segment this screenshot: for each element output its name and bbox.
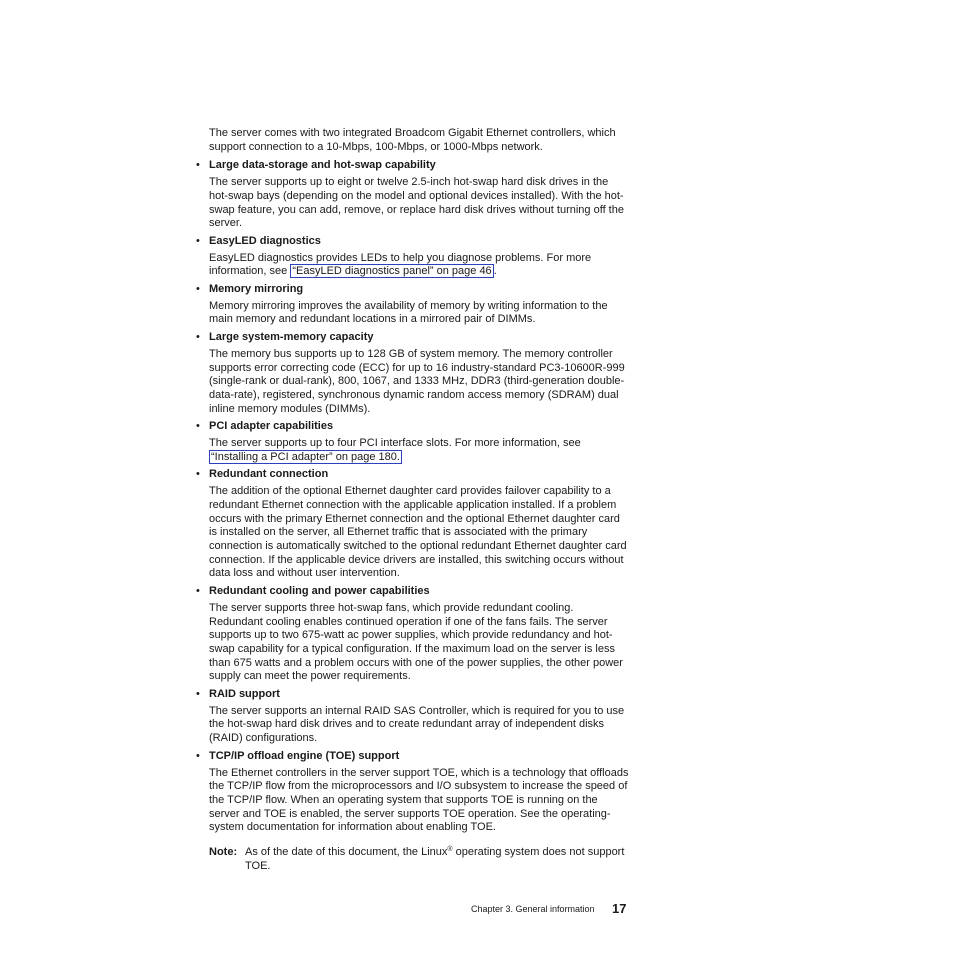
feature-item-pci-adapter (196, 420, 630, 464)
feature-title: Redundant cooling and power capabilities (209, 585, 430, 598)
bullet-icon: • (196, 749, 200, 762)
note-text-end: operating system does not support TOE. (245, 846, 625, 872)
installing-pci-adapter-link[interactable]: “Installing a PCI adapter” on page 180. (211, 450, 400, 463)
page-number: 17 (612, 901, 627, 916)
feature-title: Memory mirroring (209, 283, 304, 296)
feature-item-memory-mirroring (196, 283, 630, 327)
bullet-icon: • (196, 688, 200, 701)
feature-title: PCI adapter capabilities (209, 420, 334, 433)
feature-title: Large data-storage and hot-swap capability (209, 159, 436, 172)
feature-item-redundant-connection (196, 468, 630, 581)
feature-body-text: EasyLED diagnostics provides LEDs to help you diagnose problems. For more information, see (209, 251, 592, 278)
feature-item-redundant-cooling (196, 585, 630, 684)
feature-body: The server supports three hot-swap fans, which provide redundant cooling. Redundant cooling enables continued operation if one of the fans fails. The server supports up to two 675-watt ac power supplies, which provide redundancy and hot-swap capability for a typical configuration. If the maximum load on the server is less than 675 watts and a problem occurs with one of the power supplies, the other power supply can meet the power requirements. (209, 601, 623, 683)
feature-body: The addition of the optional Ethernet daughter card provides failover capability to a redundant Ethernet connection with the applicable application installed. If a problem occurs with the primary Ethernet connection and the optional Ethernet daughter card is installed on the server, all Ethernet traffic that is associated with the primary connection is automatically switched to the optional redundant Ethernet daughter card connection. If the applicable device drivers are installed, this switching occurs without data loss and without user intervention. (209, 485, 627, 580)
feature-item-easyled (196, 235, 630, 279)
page-content (196, 127, 630, 873)
bullet-icon: • (196, 283, 200, 296)
feature-item-data-storage (196, 159, 630, 231)
feature-body-text-end: . (493, 265, 497, 278)
note-text: As of the date of this document, the Linux (245, 846, 448, 859)
bullet-icon: • (196, 468, 200, 481)
feature-title: TCP/IP offload engine (TOE) support (209, 749, 400, 762)
feature-body (209, 252, 630, 279)
feature-body: The memory bus supports up to 128 GB of system memory. The memory controller supports error correcting code (ECC) for up to 16 industry-standard PC3-10600R-999 (single-rank or dual-rank), 800, 1067, and 1333 MHz, DDR3 (third-generation double-data-rate), registered, synchronous dynamic random access memory (SDRAM) dual inline memory modules (DIMMs). (209, 347, 625, 415)
feature-item-raid-support (196, 688, 630, 746)
bullet-icon: • (196, 585, 200, 598)
note-block (209, 846, 630, 873)
footer-chapter-title: Chapter 3. General information (471, 904, 595, 914)
bullet-icon: • (196, 331, 200, 344)
intro-paragraph: The server comes with two integrated Broadcom Gigabit Ethernet controllers, which support connection to a 10-Mbps, 100-Mbps, or 1000-Mbps network. (209, 127, 616, 153)
feature-item-toe-support (196, 750, 630, 835)
feature-body: The server supports up to eight or twelve 2.5-inch hot-swap hard disk drives in the hot-swap bays (depending on the model and optional devices installed). With the hot-swap feature, you can add, remove, or replace hard disk drives without turning off the server. (209, 176, 624, 230)
registered-mark: ® (447, 846, 453, 854)
page-footer (471, 901, 631, 917)
feature-title: Redundant connection (209, 468, 329, 481)
feature-item-memory-capacity (196, 331, 630, 416)
feature-body: The Ethernet controllers in the server support TOE, which is a technology that offloads the TCP/IP flow from the microprocessors and I/O subsystem to increase the speed of the TCP/IP flow. When an operating system that supports TOE is running on the server and TOE is enabled, the server supports TOE operation. See the operating-system documentation for information about enabling TOE. (209, 766, 629, 834)
note-label: Note: (209, 846, 238, 859)
bullet-icon: • (196, 420, 200, 433)
feature-body: The server supports an internal RAID SAS Controller, which is required for you to use the hot-swap hard disk drives and to create redundant array of independent disks (RAID) configurations. (209, 704, 625, 745)
bullet-icon: • (196, 159, 200, 172)
feature-title: Large system-memory capacity (209, 331, 374, 344)
feature-body-text: The server supports up to four PCI interface slots. For more information, see (209, 437, 581, 450)
feature-title: EasyLED diagnostics (209, 234, 321, 247)
feature-body (209, 437, 630, 464)
easyled-panel-link[interactable]: “EasyLED diagnostics panel” on page 46 (292, 265, 492, 278)
bullet-icon: • (196, 234, 200, 247)
feature-title: RAID support (209, 688, 280, 701)
feature-body: Memory mirroring improves the availability of memory by writing information to the main memory and redundant locations in a mirrored pair of DIMMs. (209, 299, 608, 326)
